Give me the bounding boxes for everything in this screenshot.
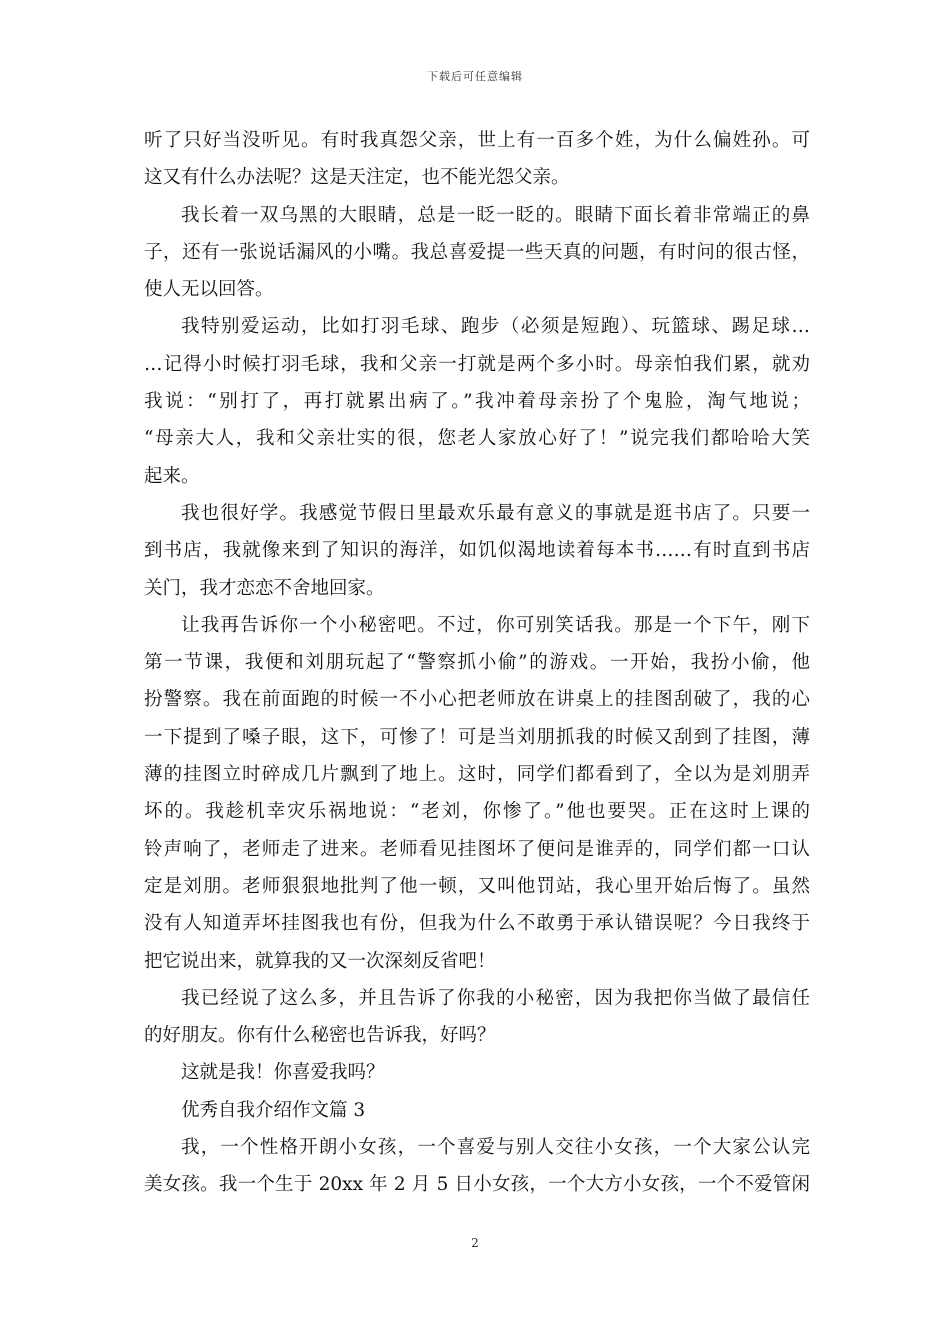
text-line: 关门，我才恋恋不舍地回家。 bbox=[144, 577, 385, 599]
text-line: 这又有什么办法呢？这是天注定，也不能光怨父亲。 bbox=[144, 167, 570, 189]
text-line: 薄的挂图立时碎成几片飘到了地上。这时，同学们都看到了，全以为是刘朋弄 bbox=[144, 764, 810, 786]
text-line: 把它说出来，就算我的又一次深刻反省吧！ bbox=[144, 950, 496, 972]
text-line: 使人无以回答。 bbox=[144, 279, 274, 301]
text-line: 没有人知道弄坏挂图我也有份，但我为什么不敢勇于承认错误呢？今日我终于 bbox=[144, 913, 810, 935]
text-line: 我也很好学。我感觉节假日里最欢乐最有意义的事就是逛书店了。只要一 bbox=[181, 502, 810, 524]
text-line: 我，一个性格开朗小女孩，一个喜爱与别人交往小女孩，一个大家公认完 bbox=[181, 1137, 810, 1159]
text-line: 我说：“别打了，再打就累出病了。”我冲着母亲扮了个鬼脸，淘气地说； bbox=[144, 391, 810, 413]
text-line: 定是刘朋。老师狠狠地批判了他一顿，又叫他罚站，我心里开始后悔了。虽然 bbox=[144, 875, 810, 897]
text-line: 坏的。我趁机幸灾乐祸地说：“老刘，你惨了。”他也要哭。正在这时上课的 bbox=[144, 801, 810, 823]
text-line: 到书店，我就像来到了知识的海洋，如饥似渴地读着每本书……有时直到书店 bbox=[144, 540, 810, 562]
text-line: 这就是我！你喜爱我吗？ bbox=[181, 1062, 385, 1084]
page-header: 下载后可任意编辑 bbox=[427, 70, 523, 83]
section-heading: 优秀自我介绍作文篇 3 bbox=[181, 1099, 366, 1121]
text-line: 铃声响了，老师走了进来。老师看见挂图坏了便问是谁弄的，同学们都一口认 bbox=[144, 838, 810, 860]
document-body bbox=[144, 122, 810, 1204]
text-line: 第一节课，我便和刘朋玩起了“警察抓小偷”的游戏。一开始，我扮小偷，他 bbox=[144, 652, 810, 674]
text-line: “母亲大人，我和父亲壮实的很，您老人家放心好了！”说完我们都哈哈大笑 bbox=[144, 428, 810, 450]
text-line: 听了只好当没听见。有时我真怨父亲，世上有一百多个姓，为什么偏姓孙。可 bbox=[144, 130, 810, 151]
page-number: 2 bbox=[471, 1236, 479, 1250]
text-line: 我已经说了这么多，并且告诉了你我的小秘密，因为我把你当做了最信任 bbox=[181, 987, 810, 1009]
text-line: 我长着一双乌黑的大眼睛，总是一眨一眨的。眼睛下面长着非常端正的鼻 bbox=[181, 204, 810, 226]
text-line: 美女孩。我一个生于 20xx 年 2 月 5 日小女孩，一个大方小女孩，一个不爱管闲 bbox=[144, 1174, 810, 1196]
text-line: …记得小时候打羽毛球，我和父亲一打就是两个多小时。母亲怕我们累，就劝 bbox=[144, 353, 810, 375]
text-line: 一下提到了嗓子眼，这下，可惨了！可是当刘朋抓我的时候又刮到了挂图，薄 bbox=[144, 726, 810, 748]
text-line: 让我再告诉你一个小秘密吧。不过，你可别笑话我。那是一个下午，刚下 bbox=[181, 614, 810, 636]
text-line: 扮警察。我在前面跑的时候一不小心把老师放在讲桌上的挂图刮破了，我的心 bbox=[144, 689, 810, 711]
text-line: 的好朋友。你有什么秘密也告诉我，好吗？ bbox=[144, 1025, 496, 1047]
text-line: 我特别爱运动，比如打羽毛球、跑步（必须是短跑）、玩篮球、踢足球… bbox=[181, 316, 810, 338]
text-line: 起来。 bbox=[144, 465, 200, 487]
text-line: 子，还有一张说话漏风的小嘴。我总喜爱提一些天真的问题，有时问的很古怪， bbox=[144, 241, 810, 263]
